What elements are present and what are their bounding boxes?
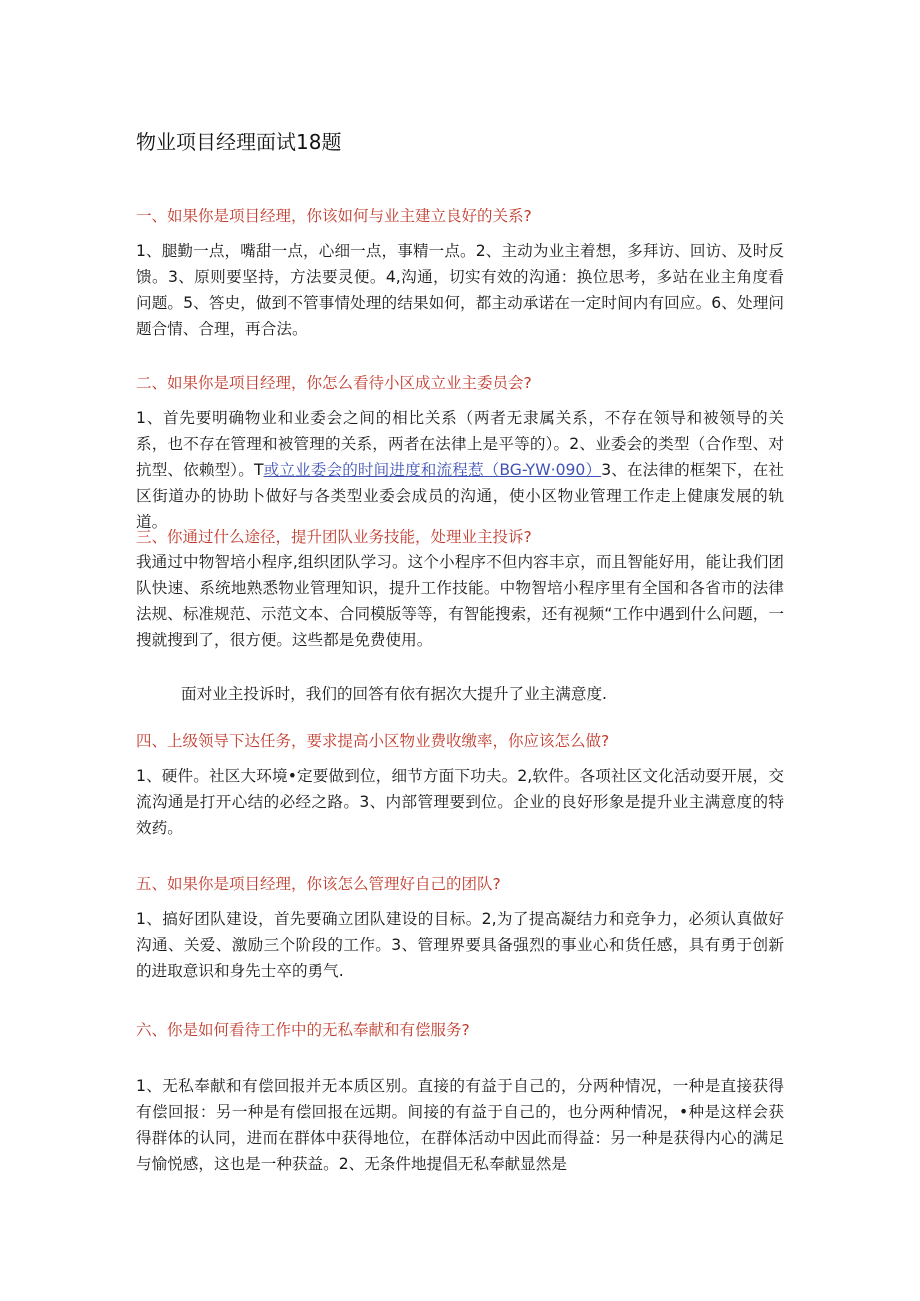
question-2-answer-text: 1、首先要明确物业和业委会之间的相比关系（两者无隶属关系，不存在领导和被领导的关系，也不存在管理和被管理的关系，两者在法律上是平等的）。2、业委会的类型（合作型、对抗型、依赖型）。T [136,409,784,479]
question-2-link[interactable]: 或立业委会的时间进度和流程惹（BG-YW·090） [263,461,602,479]
question-4-heading: 四、上级领导下达任务，要求提高小区物业费收缴率，你应该怎么做? [136,732,610,750]
question-6-heading: 六、你是如何看待工作中的无私奉献和有偿服务? [136,1021,470,1039]
question-2-answer [136,405,784,535]
question-3-answer: 我通过中物智培小程序,组织团队学习。这个小程序不但内容丰京，而且智能好用，能让我们团队快速、系统地熟悉物业管理知识，提升工作技能。中物智培小程序里有全国和各省市的法律法规、标准规范、示范文本、合同模版等等，有智能搜索，还有视频“工作中遇到什么问题，一搜就搜到了，很方便。这些都是免费使用。 [136,553,784,649]
question-6-answer: 1、无私奉献和有偿回报并无本质区别。直接的有益于自己的，分两种情况，一种是直接获得有偿回报：另一种是有偿回报在远期。间接的有益于自己的，也分两种情况，•种是这样会获得群体的认同，进而在群体中获得地位，在群体活动中因此而得益：另一种是获得内心的满足与愉悦感，这也是一种获益。2、无条件地提倡无私奉献显然是 [136,1077,784,1173]
question-3-heading: 三、你通过什么途径，提升团队业务技能，处理业主投诉? [136,528,532,546]
question-1-answer: 1、腿勤一点，嘴甜一点，心细一点，事精一点。2、主动为业主着想，多拜访、回访、及时反馈。3、原则要坚持，方法要灵便。4,沟通，切实有效的沟通：换位思考，多站在业主角度看问题。5、答史，做到不管事情处理的结果如何，都主动承诺在一定时间内有回应。6、处理问题合情、合理，再合法。 [136,242,784,338]
question-1-heading: 一、如果你是项目经理，你该如何与业主建立良好的关系? [136,207,532,225]
question-2-answer-continued: 3、在法律的框架下，在社区街道办的协助卜做好与各类型业委会成员的沟通，使小区物业管理工作走上健康发展的轨道。 [136,461,785,531]
question-2-heading: 二、如果你是项目经理，你怎么看待小区成立业主委员会? [136,374,532,392]
question-5-heading: 五、如果你是项目经理，你该怎么管理好自己的团队? [136,875,501,893]
question-5-answer: 1、搞好团队建设，首先要确立团队建设的目标。2,为了提高凝结力和竞争力，必须认真做好沟通、关爱、激励三个阶段的工作。3、管理界要具备强烈的事业心和货任感，具有勇于创新的进取意识和身先士卒的勇气. [136,910,784,980]
document-title: 物业项目经理面试18题 [136,130,342,154]
question-3-answer-extra: 面对业主投诉时，我们的回答有依有据次大提升了业主满意度. [181,685,607,703]
question-4-answer: 1、硬件。社区大环境•定要做到位，细节方面下功夫。2,软件。各项社区文化活动耍开展，交流沟通是打开心结的必经之路。3、内部管理要到位。企业的良好形象是提升业主满意度的特效药。 [136,767,784,837]
